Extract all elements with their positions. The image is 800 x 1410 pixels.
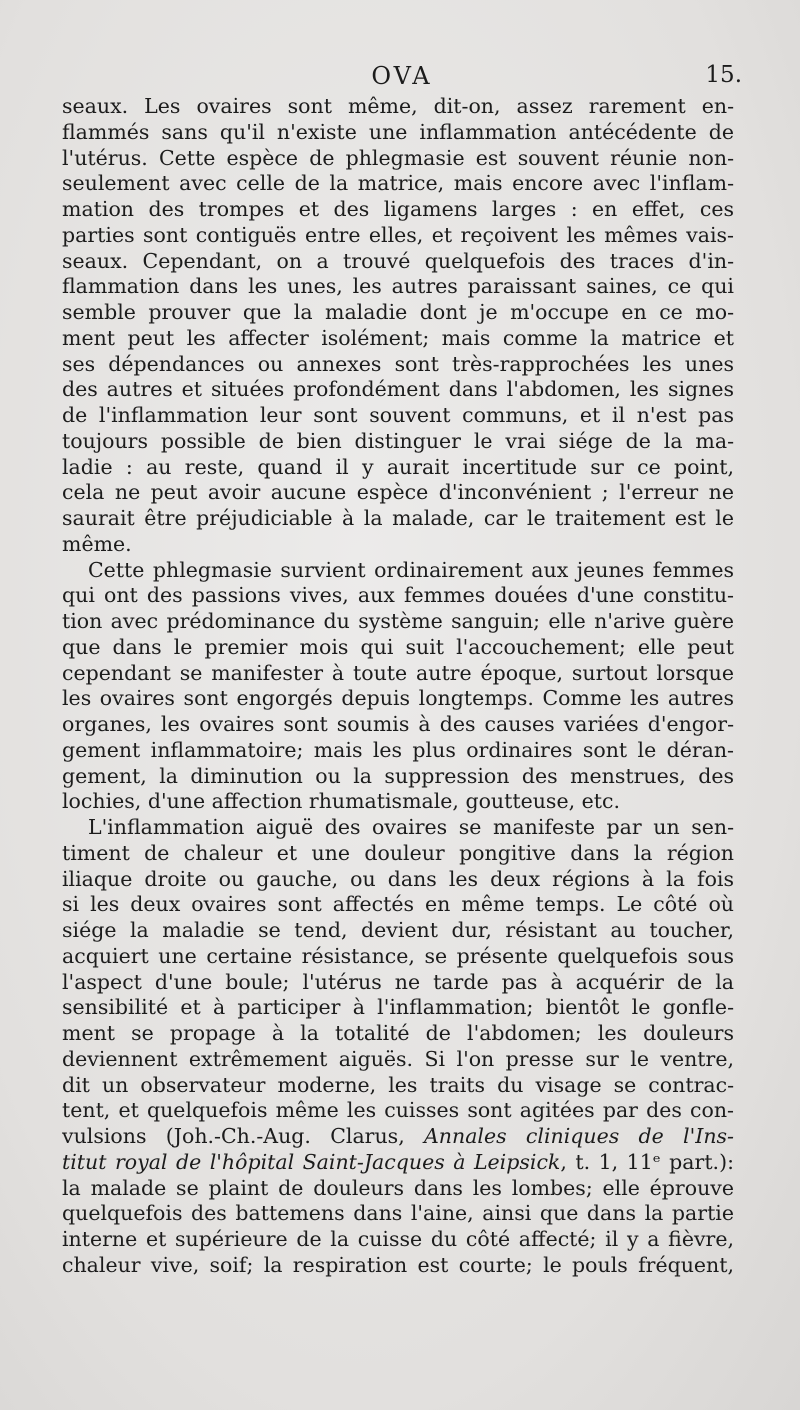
text-line: cela ne peut avoir aucune espèce d'inconvénient ; l'erreur ne <box>62 480 734 505</box>
text-line: l'utérus. Cette espèce de phlegmasie est souvent réunie non- <box>62 145 734 170</box>
citation-title: Annales cliniques de l'Ins- <box>424 1124 734 1148</box>
text-line: tion avec prédominance du système sanguin; elle n'arive guère <box>62 609 734 633</box>
text-line: des autres et situées profondément dans l'abdomen, les signes <box>62 377 734 402</box>
text-line: seulement avec celle de la matrice, mais encore avec l'inflam- <box>62 171 734 196</box>
running-head: OVA <box>371 62 433 90</box>
page-number: 15. <box>705 62 742 88</box>
text-line: l'aspect d'une boule; l'utérus ne tarde pas à acquérir de la <box>62 969 734 994</box>
text-line: acquiert une certaine résistance, se présente quelquefois sous <box>62 943 734 968</box>
page-header <box>62 62 742 96</box>
text-line: toujours possible de bien distinguer le vrai siége de la ma- <box>62 428 734 453</box>
text-line: si les deux ovaires sont affectés en même temps. Le côté où <box>62 892 734 917</box>
text-line: que dans le premier mois qui suit l'accouchement; elle peut <box>62 634 734 659</box>
citation-suffix: , t. 1, 11ᵉ part.): <box>560 1149 734 1174</box>
text-line: quelquefois des battemens dans l'aine, ainsi que dans la partie <box>62 1201 734 1226</box>
citation-prefix: vulsions (Joh.-Ch.-Aug. Clarus, <box>62 1124 405 1148</box>
text-line: deviennent extrêmement aiguës. Si l'on presse sur le ventre, <box>62 1046 734 1071</box>
text-line: cependant se manifester à toute autre époque, surtout lorsque <box>62 660 734 685</box>
text-line: sensibilité et à participer à l'inflammation; bientôt le gonfle- <box>62 995 734 1020</box>
text-line: organes, les ovaires sont soumis à des causes variées d'engor- <box>62 712 734 736</box>
paragraph-start-line: L'inflammation aiguë des ovaires se manifeste par un sen- <box>88 815 734 839</box>
citation-line <box>62 1150 734 1176</box>
text-line: seaux. Les ovaires sont même, dit-on, assez rarement en- <box>62 94 734 118</box>
text-line: mation des trompes et des ligamens larges : en effet, ces <box>62 197 734 221</box>
text-line: qui ont des passions vives, aux femmes douées d'une constitu- <box>62 583 734 608</box>
citation-line <box>62 1124 734 1150</box>
text-line: de l'inflammation leur sont souvent communs, et il n'est pas <box>62 403 734 427</box>
text-line: flammés sans qu'il n'existe une inflammation antécédente de <box>62 119 734 144</box>
paragraph-end-line: lochies, d'une affection rhumatismale, goutteuse, etc. <box>62 789 620 814</box>
text-line: interne et supérieure de la cuisse du côté affecté; il y a fièvre, <box>62 1227 734 1251</box>
text-line: siége la maladie se tend, devient dur, résistant au toucher, <box>62 918 734 942</box>
text-line: saurait être préjudiciable à la malade, car le traitement est le <box>62 506 734 530</box>
text-line: ses dépendances ou annexes sont très-rapprochées les unes <box>62 351 734 376</box>
text-line: la malade se plaint de douleurs dans les lombes; elle éprouve <box>62 1175 734 1200</box>
text-line: gement inflammatoire; mais les plus ordinaires sont le déran- <box>62 737 734 762</box>
text-line: ment peut les affecter isolément; mais comme la matrice et <box>62 325 734 350</box>
text-line: ment se propage à la totalité de l'abdomen; les douleurs <box>62 1021 734 1045</box>
body-text <box>62 94 734 1279</box>
text-line: dit un observateur moderne, les traits du visage se contrac- <box>62 1072 734 1097</box>
text-line: flammation dans les unes, les autres paraissant saines, ce qui <box>62 274 734 299</box>
paragraph-start-line: Cette phlegmasie survient ordinairement aux jeunes femmes <box>88 557 734 582</box>
text-line: semble prouver que la maladie dont je m'occupe en ce mo- <box>62 300 734 324</box>
text-line: gement, la diminution ou la suppression des menstrues, des <box>62 763 734 788</box>
paragraph-end-line: même. <box>62 531 132 556</box>
text-line: les ovaires sont engorgés depuis longtemps. Comme les autres <box>62 686 734 711</box>
text-line: tent, et quelquefois même les cuisses sont agitées par des con- <box>62 1098 734 1123</box>
citation-title: titut royal de l'hôpital Saint-Jacques à Leipsick <box>62 1149 561 1174</box>
text-line: parties sont contiguës entre elles, et reçoivent les mêmes vais- <box>62 222 734 247</box>
text-line: seaux. Cependant, on a trouvé quelquefois des traces d'in- <box>62 248 734 273</box>
text-line: chaleur vive, soif; la respiration est courte; le pouls fréquent, <box>62 1252 734 1277</box>
text-line: timent de chaleur et une douleur pongitive dans la région <box>62 840 734 865</box>
text-line: iliaque droite ou gauche, ou dans les deux régions à la fois <box>62 866 734 891</box>
text-line: ladie : au reste, quand il y aurait incertitude sur ce point, <box>62 454 734 479</box>
